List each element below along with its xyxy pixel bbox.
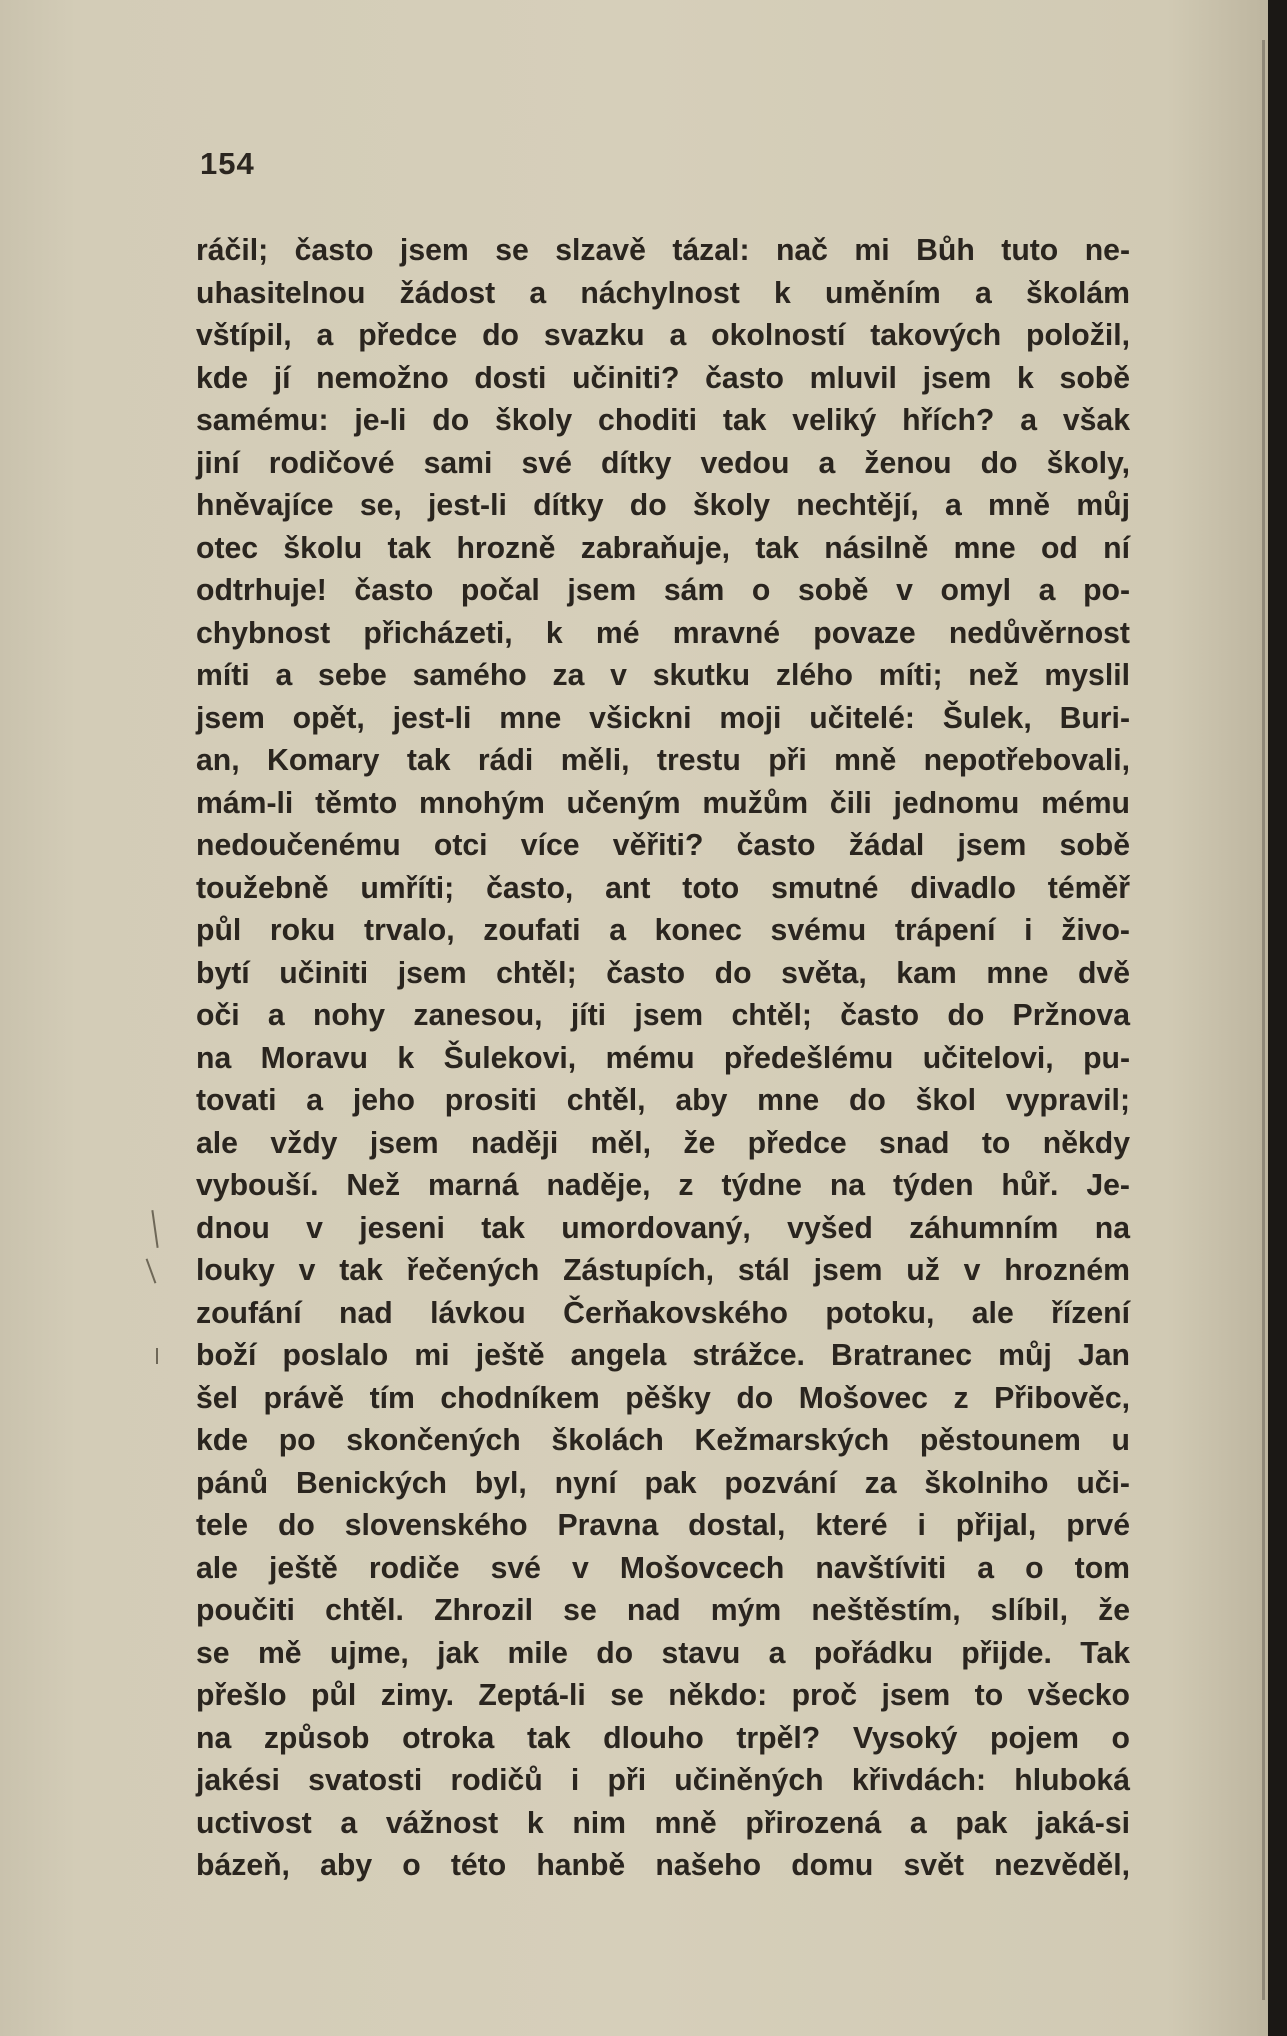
text-line: chybnost přicházeti, k mé mravné povaze nedůvěrnost [196,616,1130,650]
text-line: půl roku trvalo, zoufati a konec svému trápení i živo- [196,914,1130,947]
page-edge-shadow [1262,40,1265,2000]
text-line: jsem opět, jest-li mne všickni moji učitelé: Šulek, Buri- [196,701,1130,735]
text-line: kde jí nemožno dosti učiniti? často mluvil jsem k sobě [196,361,1130,395]
text-line: se mě ujme, jak mile do stavu a pořádku přijde. Tak [196,1636,1130,1670]
text-line: ale ještě rodiče své v Mošovcech navštíviti a o tom [196,1551,1130,1585]
body-text [196,230,1130,1888]
text-line: tele do slovenského Pravna dostal, které i přijal, prvé [196,1509,1130,1542]
margin-pencil-mark [146,1258,157,1283]
text-line: louky v tak řečených Zástupích, stál jsem už v hrozném [196,1254,1130,1287]
text-line: jakési svatosti rodičů i při učiněných křivdách: hluboká [196,1764,1130,1797]
text-line: na způsob otroka tak dlouho trpěl? Vysoký pojem o [196,1721,1130,1755]
text-line: přešlo půl zimy. Zeptá-li se někdo: proč jsem to všecko [196,1679,1130,1712]
text-line: jiní rodičové sami své dítky vedou a ženou do školy, [196,446,1130,480]
text-line: boží poslalo mi ještě angela strážce. Bratranec můj Jan [196,1339,1130,1372]
text-line: otec školu tak hrozně zabraňuje, tak násilně mne od ní [196,531,1130,565]
text-line: tovati a jeho prositi chtěl, aby mne do škol vypravil; [196,1084,1130,1117]
margin-pencil-mark [151,1210,158,1248]
text-line: ale vždy jsem naději měl, že předce snad to někdy [196,1126,1130,1160]
text-line: toužebně umříti; často, ant toto smutné divadlo téměř [196,871,1130,905]
page-number: 154 [200,146,255,181]
text-line: oči a nohy zanesou, jíti jsem chtěl; často do Pržnova [196,999,1130,1032]
margin-pencil-mark [156,1348,158,1364]
text-line: mám-li těmto mnohým učeným mužům čili jednomu mému [196,786,1130,820]
text-line: hněvajíce se, jest-li dítky do školy nechtějí, a mně můj [196,489,1130,522]
book-spine-shadow [1268,0,1287,2036]
text-line: míti a sebe samého za v skutku zlého míti; než myslil [196,659,1130,692]
text-line: nedoučenému otci více věřiti? často žádal jsem sobě [196,829,1130,862]
text-line: ráčil; často jsem se slzavě tázal: nač mi Bůh tuto ne- [196,234,1130,267]
text-line: šel právě tím chodníkem pěšky do Mošovec z Přibověc, [196,1381,1130,1415]
text-line: an, Komary tak rádi měli, trestu při mně nepotřebovali, [196,744,1130,777]
text-line: zoufání nad lávkou Čerňakovského potoku, ale řízení [196,1296,1130,1330]
text-line: uctivost a vážnost k nim mně přirozená a pak jaká-si [196,1806,1130,1840]
text-line: kde po skončených školách Kežmarských pěstounem u [196,1424,1130,1457]
text-line: samému: je-li do školy choditi tak veliký hřích? a však [196,404,1130,437]
text-line: dnou v jeseni tak umordovaný, vyšed záhumním na [196,1211,1130,1245]
text-line: bytí učiniti jsem chtěl; často do světa, kam mne dvě [196,956,1130,990]
text-line: vštípil, a předce do svazku a okolností takových položil, [196,319,1130,352]
text-line: pánů Benických byl, nyní pak pozvání za školniho uči- [196,1466,1130,1500]
text-line: uhasitelnou žádost a náchylnost k uměním a školám [196,276,1130,310]
text-line: poučiti chtěl. Zhrozil se nad mým neštěstím, slíbil, že [196,1594,1130,1627]
text-line: vybouší. Než marná naděje, z týdne na týden hůř. Je- [196,1169,1130,1202]
text-line: bázeň, aby o této hanbě našeho domu svět nezvěděl, [196,1849,1130,1882]
text-line: na Moravu k Šulekovi, mému předešlému učitelovi, pu- [196,1041,1130,1075]
text-line: odtrhuje! často počal jsem sám o sobě v omyl a po- [196,574,1130,607]
